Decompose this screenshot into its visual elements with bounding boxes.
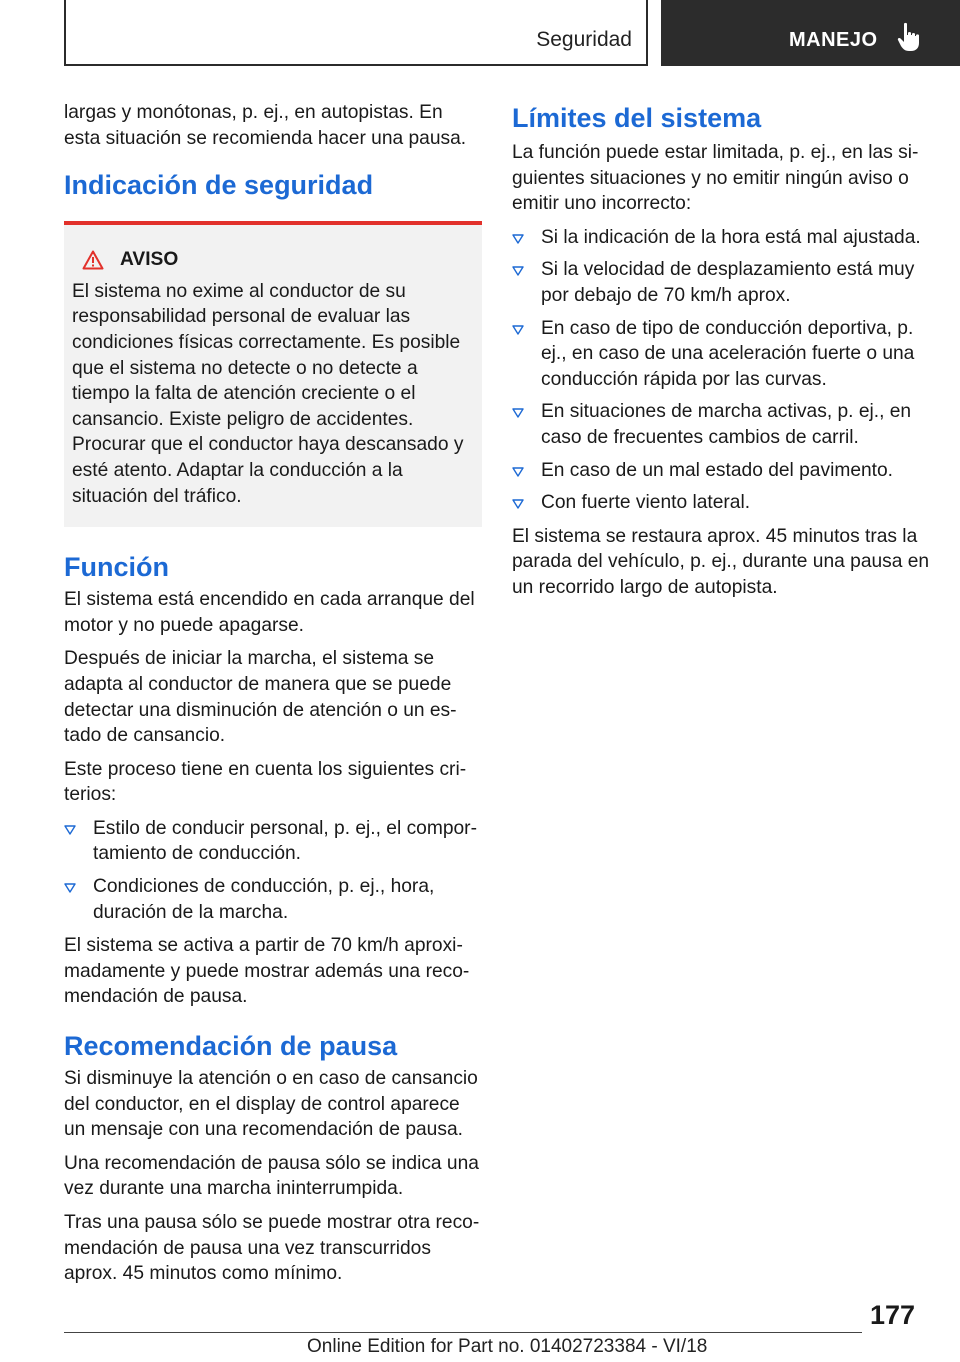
criteria-list: [64, 816, 482, 925]
limits-intro: La función puede estar limitada, p. ej., en las siguientes situaciones y no emitir ningún aviso o emitir uno incorrecto:: [512, 142, 919, 215]
pause-heading: Recomendación de pausa: [64, 1031, 398, 1062]
right-column: [512, 100, 932, 609]
list-item: [64, 874, 482, 925]
pause-paragraph-2: Una recomendación de pausa sólo se indica una vez durante una marcha ininterrumpida.: [64, 1152, 479, 1200]
function-paragraph-1: El sistema está encendido en cada arranque del motor y no puede apagarse.: [64, 589, 475, 636]
header-section-tab: [64, 0, 648, 66]
intro-paragraph: largas y monótonas, p. ej., en autopistas. En esta situación se recomienda hacer una pausa.: [64, 102, 467, 149]
limits-outro: El sistema se restaura aprox. 45 minutos tras la parada del vehículo, p. ej., durante una pausa en un recorrido largo de autopista.: [512, 525, 930, 598]
limits-list: [512, 225, 932, 516]
warning-text: El sistema no exime al conductor de su responsabilidad personal de evaluar las condiciones físicas correctamente. Es posible que el sistema no detecte o no detecte a tiempo la falta de atención creciente o el cansancio. Existe peligro de accidentes. Procurar que el conductor haya descansado y esté atento. Adaptar la conducción a la situación del tráfico.: [72, 280, 464, 507]
warning-triangle-icon: [82, 250, 104, 270]
bullet-triangle-icon: [512, 325, 524, 335]
list-item-text: En situaciones de marcha activas, p. ej., en caso de frecuentes cambios de carril.: [541, 401, 912, 448]
list-item: [64, 816, 482, 867]
bullet-triangle-icon: [512, 234, 524, 244]
list-item-text: En caso de tipo de conducción deportiva, p. ej., en caso de una aceleración fuerte o una conducción rápida por las curvas.: [541, 317, 915, 390]
list-item-text: Si la indicación de la hora está mal ajustada.: [541, 226, 921, 248]
list-item: [512, 458, 932, 484]
function-heading: Función: [64, 552, 169, 583]
bullet-triangle-icon: [64, 825, 76, 835]
bullet-triangle-icon: [512, 467, 524, 477]
list-item-text: En caso de un mal estado del pavimento.: [541, 459, 893, 481]
hand-pointer-icon: [897, 22, 923, 52]
bullet-triangle-icon: [64, 883, 76, 893]
list-item: [512, 490, 932, 516]
header-chapter-tab: [661, 0, 960, 66]
list-item: [512, 257, 932, 308]
list-item: [512, 225, 932, 251]
header-section-title: Seguridad: [536, 28, 632, 51]
page-number: 177: [870, 1300, 916, 1330]
pause-paragraph-1: Si disminuye la atención o en caso de cansancio del conductor, en el display de control aparece un mensaje con una recomendación de pausa.: [64, 1068, 478, 1141]
header-chapter-title: MANEJO: [789, 29, 878, 51]
safety-heading: Indicación de seguridad: [64, 170, 374, 201]
function-paragraph-4: El sistema se activa a partir de 70 km/h aproximadamente y puede mostrar además una recomendación de pausa.: [64, 935, 470, 1008]
list-item-text: Con fuerte viento lateral.: [541, 492, 751, 514]
warning-label: AVISO: [120, 249, 179, 271]
list-item-text: Estilo de conducir personal, p. ej., el comportamiento de conducción.: [93, 817, 477, 865]
footer-divider: [64, 1332, 862, 1333]
pause-paragraph-3: Tras una pausa sólo se puede mostrar otra recomendación de pausa una vez transcurridos aprox. 45 minutos como mínimo.: [64, 1212, 480, 1285]
list-item: [512, 316, 932, 393]
list-item: [512, 399, 932, 450]
bullet-triangle-icon: [512, 408, 524, 418]
list-item-text: Si la velocidad de desplazamiento está muy por debajo de 70 km/h aprox.: [541, 259, 915, 306]
footer-edition: Online Edition for Part no. 01402723384 - VI/18: [307, 1336, 708, 1357]
function-paragraph-3: Este proceso tiene en cuenta los siguientes criterios:: [64, 758, 467, 806]
limits-heading: Límites del sistema: [512, 103, 762, 133]
bullet-triangle-icon: [512, 499, 524, 509]
left-column: [64, 100, 482, 1295]
list-item-text: Condiciones de conducción, p. ej., hora, duración de la marcha.: [93, 876, 435, 923]
warning-title: [82, 247, 474, 273]
function-paragraph-2: Después de iniciar la marcha, el sistema se adapta al conductor de manera que se puede detectar una disminución de atención o un estado de cansancio.: [64, 648, 457, 747]
warning-box: [64, 221, 482, 527]
bullet-triangle-icon: [512, 266, 524, 276]
